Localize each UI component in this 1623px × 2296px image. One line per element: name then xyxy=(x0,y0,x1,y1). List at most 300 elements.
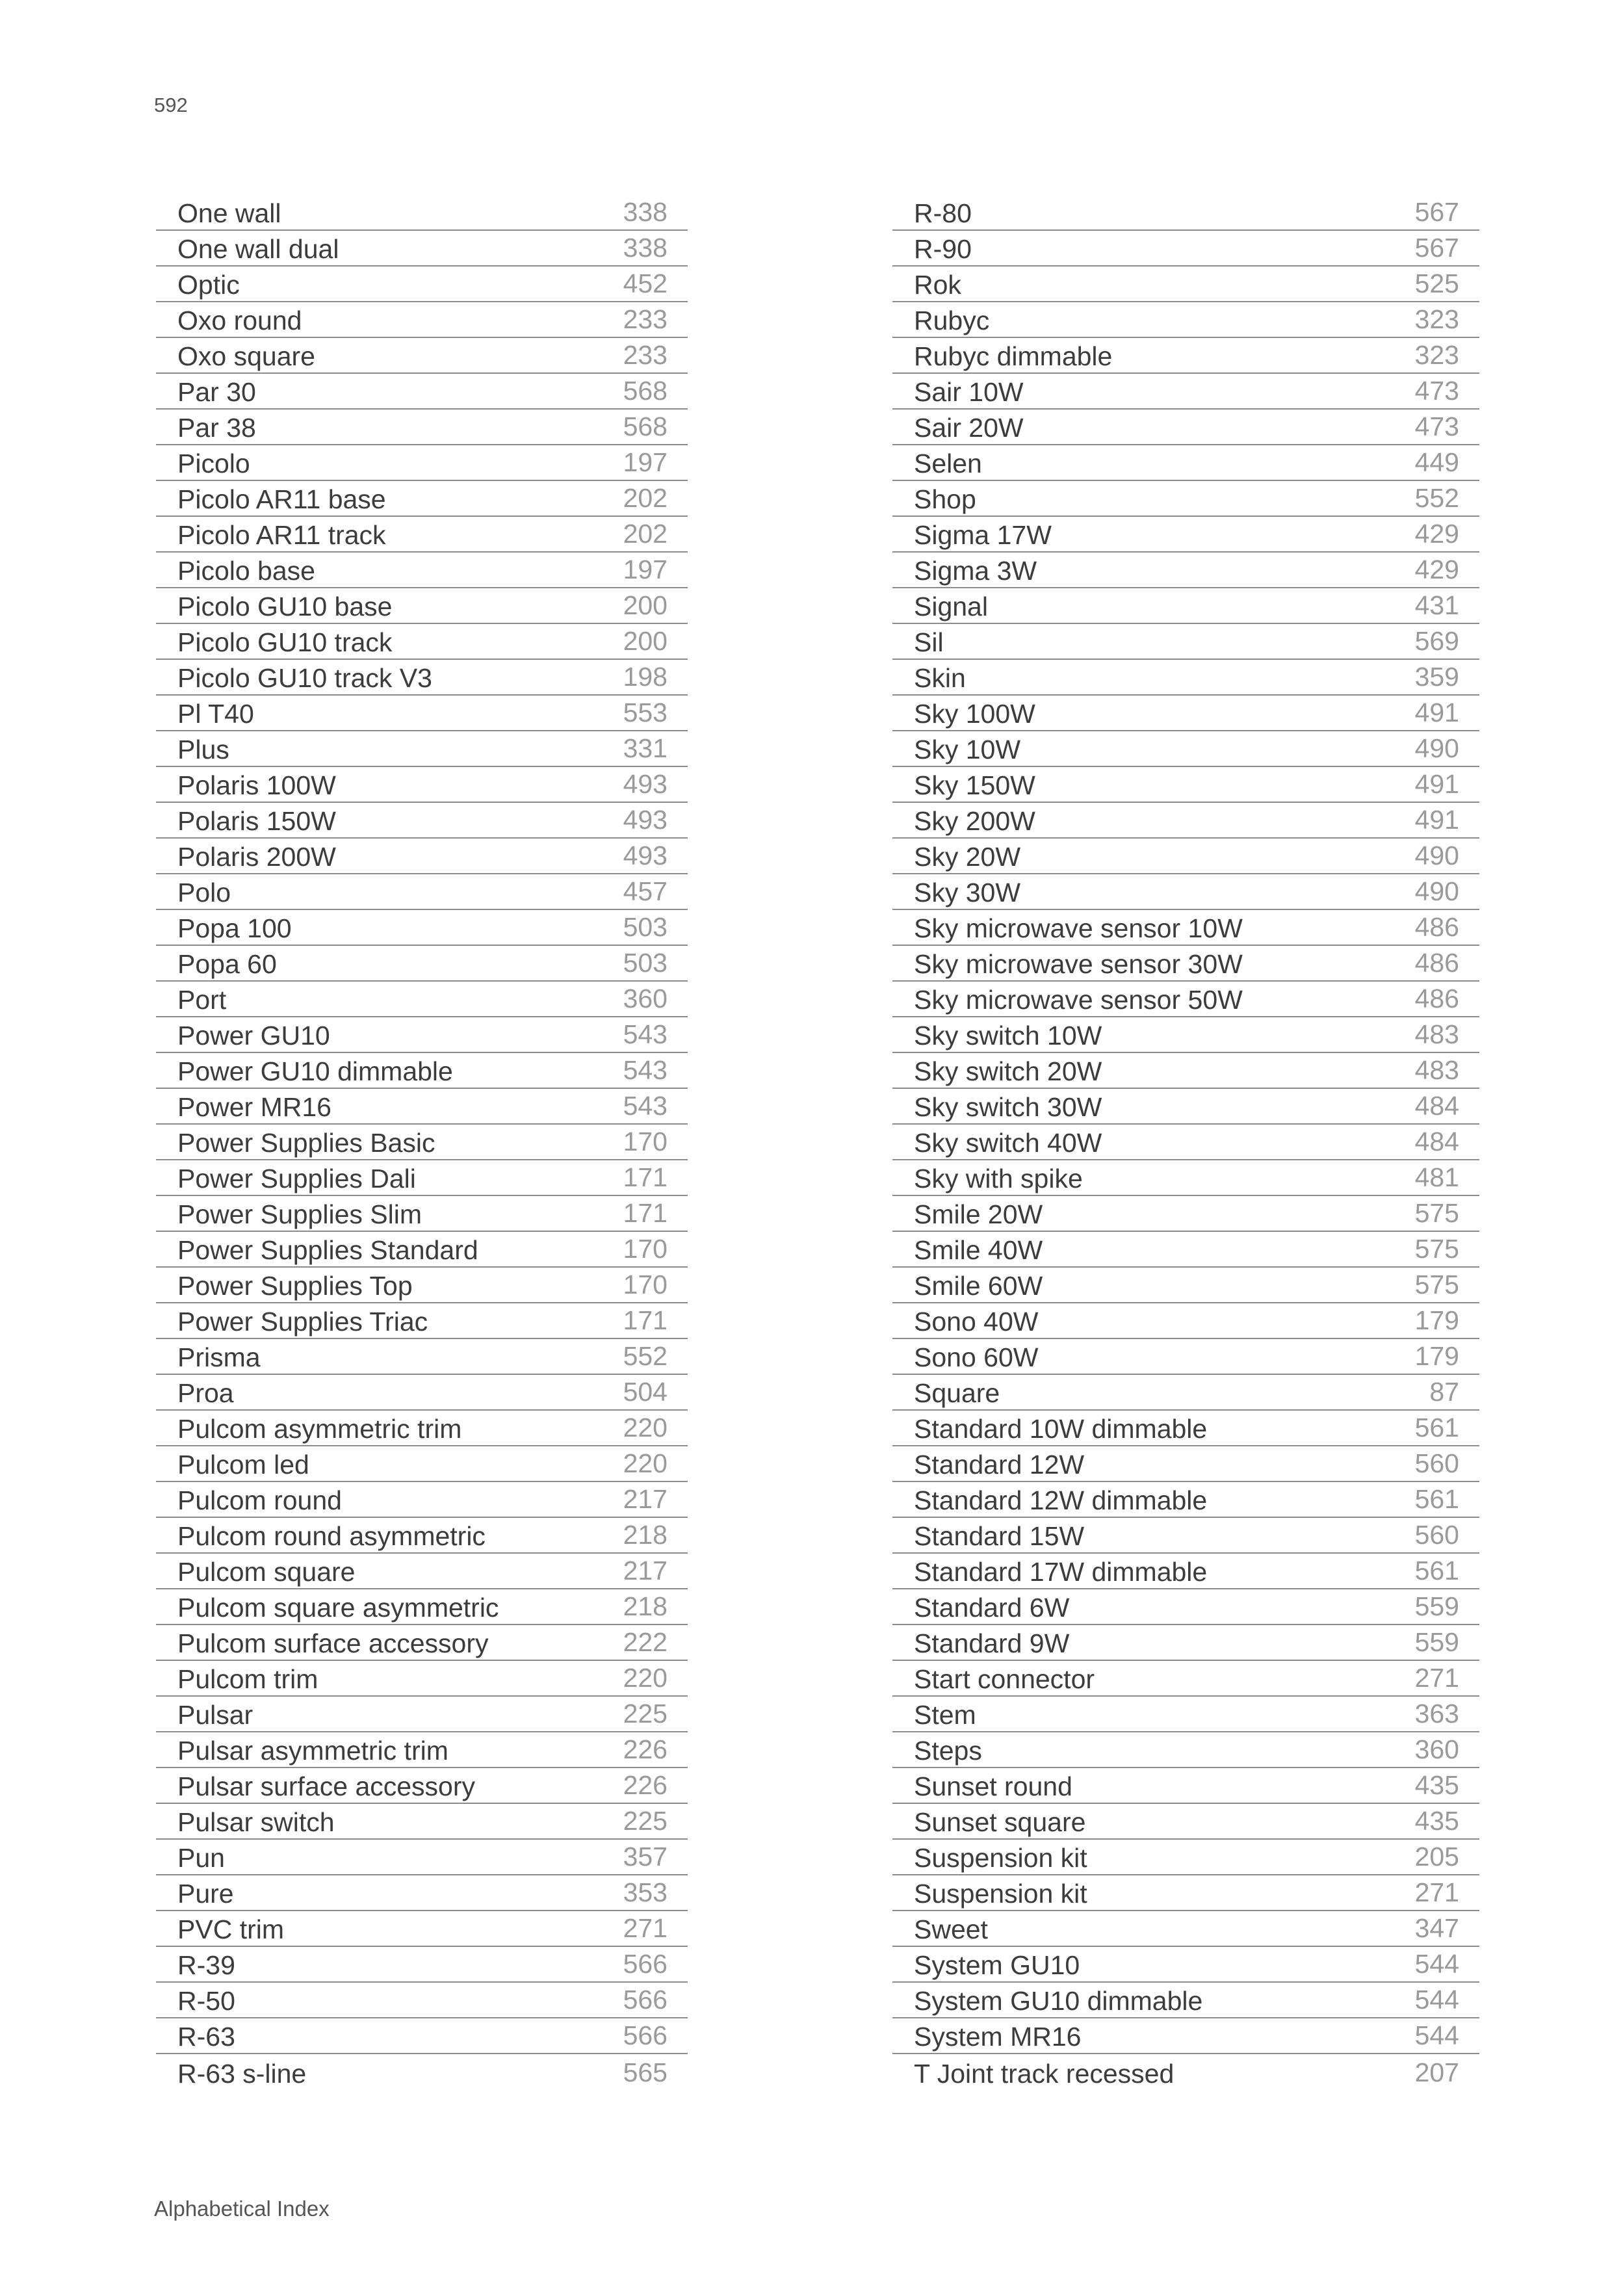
index-entry-page: 575 xyxy=(1414,1234,1459,1264)
index-entry-page: 179 xyxy=(1414,1341,1459,1371)
index-row xyxy=(892,1232,1479,1268)
index-entry-name: Standard 12W dimmable xyxy=(914,1485,1208,1515)
index-row xyxy=(892,767,1479,803)
index-entry-name: Standard 17W dimmable xyxy=(914,1557,1208,1587)
index-entry-name: Oxo round xyxy=(177,306,302,335)
index-row xyxy=(892,839,1479,874)
index-entry-page: 552 xyxy=(1414,483,1459,513)
index-row xyxy=(156,195,688,231)
index-entry-page: 483 xyxy=(1414,1055,1459,1085)
index-entry-name: Rubyc dimmable xyxy=(914,341,1113,371)
index-entry-page: 360 xyxy=(623,984,668,1013)
index-row xyxy=(892,410,1479,445)
index-entry-name: Pulsar xyxy=(177,1700,253,1730)
index-entry-page: 202 xyxy=(623,519,668,549)
index-entry-page: 171 xyxy=(623,1198,668,1228)
index-entry-name: Picolo base xyxy=(177,556,315,586)
index-entry-name: Power Supplies Slim xyxy=(177,1199,422,1229)
index-entry-name: Sweet xyxy=(914,1914,988,1944)
index-row xyxy=(156,2054,688,2090)
index-entry-page: 360 xyxy=(1414,1734,1459,1764)
index-entry-name: Sono 60W xyxy=(914,1342,1039,1372)
index-entry-page: 473 xyxy=(1414,376,1459,406)
index-entry-page: 566 xyxy=(623,1949,668,1979)
index-entry-name: Polaris 200W xyxy=(177,842,336,872)
index-row xyxy=(156,910,688,946)
index-entry-name: Steps xyxy=(914,1736,982,1766)
index-entry-page: 543 xyxy=(623,1055,668,1085)
index-row xyxy=(892,481,1479,517)
index-entry-page: 560 xyxy=(1414,1520,1459,1550)
index-entry-name: R-63 s-line xyxy=(177,2059,307,2089)
index-entry-name: Par 30 xyxy=(177,377,256,407)
index-entry-page: 233 xyxy=(623,304,668,334)
index-entry-name: Sky 10W xyxy=(914,735,1021,764)
index-entry-page: 544 xyxy=(1414,1985,1459,2015)
index-entry-page: 170 xyxy=(623,1127,668,1156)
index-entry-page: 225 xyxy=(623,1699,668,1729)
index-entry-page: 87 xyxy=(1429,1377,1459,1407)
index-entry-page: 202 xyxy=(623,483,668,513)
index-entry-name: Shop xyxy=(914,484,976,514)
index-entry-name: Square xyxy=(914,1378,1000,1408)
index-entry-page: 553 xyxy=(623,698,668,727)
index-entry-name: Popa 60 xyxy=(177,949,277,979)
index-entry-name: Sigma 17W xyxy=(914,520,1052,550)
index-row xyxy=(156,338,688,374)
index-entry-page: 220 xyxy=(623,1413,668,1442)
index-row xyxy=(156,1625,688,1661)
index-entry-name: Power MR16 xyxy=(177,1092,331,1122)
index-row xyxy=(156,231,688,267)
index-entry-name: R-63 xyxy=(177,2022,235,2052)
index-row xyxy=(892,231,1479,267)
index-entry-name: Sky 200W xyxy=(914,806,1035,836)
index-entry-page: 217 xyxy=(623,1484,668,1514)
index-row xyxy=(156,1697,688,1732)
index-row xyxy=(156,1196,688,1232)
index-row xyxy=(892,1947,1479,1983)
index-entry-name: Power Supplies Triac xyxy=(177,1307,428,1337)
index-row xyxy=(892,1554,1479,1589)
index-entry-page: 271 xyxy=(623,1913,668,1943)
index-row xyxy=(892,1697,1479,1732)
index-entry-page: 357 xyxy=(623,1842,668,1872)
index-row xyxy=(156,374,688,410)
index-entry-page: 503 xyxy=(623,912,668,942)
index-row xyxy=(156,1732,688,1768)
index-entry-name: Sunset round xyxy=(914,1771,1072,1801)
index-row xyxy=(892,910,1479,946)
index-row xyxy=(156,1268,688,1303)
index-entry-page: 271 xyxy=(1414,1877,1459,1907)
index-row xyxy=(156,1125,688,1160)
index-row xyxy=(892,1196,1479,1232)
index-row xyxy=(892,946,1479,982)
index-entry-name: Selen xyxy=(914,449,982,478)
index-entry-name: Pulcom round asymmetric xyxy=(177,1521,486,1551)
index-entry-name: Picolo xyxy=(177,449,250,478)
index-row xyxy=(156,1053,688,1089)
index-entry-page: 220 xyxy=(623,1448,668,1478)
index-entry-page: 503 xyxy=(623,948,668,978)
index-row xyxy=(156,1875,688,1911)
index-row xyxy=(156,1232,688,1268)
index-row xyxy=(156,517,688,553)
index-entry-name: Picolo GU10 track xyxy=(177,627,393,657)
index-entry-page: 222 xyxy=(623,1627,668,1657)
index-entry-name: Sky microwave sensor 50W xyxy=(914,985,1243,1015)
index-row xyxy=(892,1089,1479,1125)
index-row xyxy=(156,1983,688,2018)
index-row xyxy=(156,696,688,731)
index-row xyxy=(156,946,688,982)
index-entry-name: Start connector xyxy=(914,1664,1095,1694)
index-entry-name: Port xyxy=(177,985,227,1015)
index-entry-name: Pl T40 xyxy=(177,699,254,729)
index-entry-page: 449 xyxy=(1414,447,1459,477)
index-row xyxy=(156,1768,688,1804)
index-entry-name: Pulsar surface accessory xyxy=(177,1771,476,1801)
index-entry-name: Sky switch 40W xyxy=(914,1128,1102,1158)
index-row xyxy=(156,731,688,767)
index-entry-name: Picolo AR11 base xyxy=(177,484,386,514)
index-column-right xyxy=(892,195,1479,2090)
index-entry-page: 226 xyxy=(623,1770,668,1800)
index-row xyxy=(892,1911,1479,1947)
index-entry-name: R-80 xyxy=(914,198,972,228)
index-entry-name: Pulsar asymmetric trim xyxy=(177,1736,448,1766)
index-entry-name: Sono 40W xyxy=(914,1307,1039,1337)
index-row xyxy=(892,2054,1479,2090)
index-entry-page: 575 xyxy=(1414,1198,1459,1228)
index-entry-page: 560 xyxy=(1414,1448,1459,1478)
index-row xyxy=(156,982,688,1017)
index-entry-name: Pulsar switch xyxy=(177,1807,335,1837)
index-entry-page: 323 xyxy=(1414,340,1459,370)
index-row xyxy=(892,1840,1479,1875)
index-entry-page: 431 xyxy=(1414,590,1459,620)
index-entry-page: 525 xyxy=(1414,268,1459,298)
index-entry-name: Sair 20W xyxy=(914,413,1024,443)
index-entry-page: 565 xyxy=(623,2057,668,2087)
index-row xyxy=(892,1804,1479,1840)
index-entry-page: 544 xyxy=(1414,1949,1459,1979)
index-row xyxy=(892,445,1479,481)
index-entry-page: 226 xyxy=(623,1734,668,1764)
index-row xyxy=(892,1983,1479,2018)
index-entry-name: Oxo square xyxy=(177,341,315,371)
index-row xyxy=(892,660,1479,696)
index-entry-name: R-90 xyxy=(914,234,972,264)
index-row xyxy=(892,517,1479,553)
index-entry-page: 486 xyxy=(1414,912,1459,942)
index-row xyxy=(156,1160,688,1196)
index-entry-page: 575 xyxy=(1414,1270,1459,1299)
index-entry-name: Power Supplies Basic xyxy=(177,1128,435,1158)
index-entry-name: Sky 20W xyxy=(914,842,1021,872)
index-entry-name: Proa xyxy=(177,1378,234,1408)
index-entry-page: 170 xyxy=(623,1270,668,1299)
index-entry-name: Standard 9W xyxy=(914,1628,1070,1658)
index-entry-page: 205 xyxy=(1414,1842,1459,1872)
index-entry-page: 457 xyxy=(623,876,668,906)
index-entry-page: 567 xyxy=(1414,233,1459,263)
index-entry-page: 490 xyxy=(1414,876,1459,906)
index-entry-name: R-50 xyxy=(177,1986,235,2016)
index-row xyxy=(892,1053,1479,1089)
index-entry-name: Pulcom asymmetric trim xyxy=(177,1414,462,1444)
index-entry-page: 217 xyxy=(623,1556,668,1585)
index-row xyxy=(892,1875,1479,1911)
index-row xyxy=(156,660,688,696)
index-entry-name: Signal xyxy=(914,592,988,621)
index-entry-name: Pure xyxy=(177,1879,234,1909)
index-entry-page: 559 xyxy=(1414,1627,1459,1657)
index-entry-page: 569 xyxy=(1414,626,1459,656)
index-entry-page: 200 xyxy=(623,626,668,656)
index-entry-page: 218 xyxy=(623,1520,668,1550)
index-entry-page: 561 xyxy=(1414,1413,1459,1442)
index-row xyxy=(892,803,1479,839)
index-entry-name: Suspension kit xyxy=(914,1843,1087,1873)
index-entry-name: System GU10 dimmable xyxy=(914,1986,1203,2016)
index-row xyxy=(892,195,1479,231)
index-entry-page: 171 xyxy=(623,1162,668,1192)
index-row xyxy=(156,302,688,338)
index-entry-page: 218 xyxy=(623,1591,668,1621)
index-entry-page: 491 xyxy=(1414,698,1459,727)
index-row xyxy=(892,1732,1479,1768)
index-row xyxy=(156,1375,688,1411)
index-entry-page: 338 xyxy=(623,233,668,263)
index-entry-name: Pulcom surface accessory xyxy=(177,1628,489,1658)
index-entry-page: 493 xyxy=(623,841,668,870)
index-entry-name: Prisma xyxy=(177,1342,261,1372)
index-row xyxy=(156,1411,688,1446)
index-entry-name: One wall xyxy=(177,198,281,228)
index-row xyxy=(892,1625,1479,1661)
index-entry-name: Pulcom led xyxy=(177,1450,309,1480)
index-entry-name: Standard 10W dimmable xyxy=(914,1414,1208,1444)
index-entry-page: 179 xyxy=(1414,1305,1459,1335)
index-entry-page: 567 xyxy=(1414,197,1459,227)
index-entry-page: 452 xyxy=(623,268,668,298)
index-row xyxy=(156,839,688,874)
index-row xyxy=(892,1339,1479,1375)
index-row xyxy=(156,410,688,445)
index-entry-name: Sky microwave sensor 10W xyxy=(914,913,1243,943)
index-entry-name: Sky microwave sensor 30W xyxy=(914,949,1243,979)
index-entry-page: 473 xyxy=(1414,411,1459,441)
index-entry-page: 491 xyxy=(1414,805,1459,835)
index-entry-name: Sil xyxy=(914,627,944,657)
index-row xyxy=(156,553,688,588)
index-row xyxy=(156,2018,688,2054)
index-row xyxy=(156,445,688,481)
index-row xyxy=(156,767,688,803)
index-entry-page: 552 xyxy=(623,1341,668,1371)
index-row xyxy=(156,1482,688,1518)
index-entry-page: 566 xyxy=(623,1985,668,2015)
index-row xyxy=(156,1804,688,1840)
footer-section-label: Alphabetical Index xyxy=(154,2197,330,2221)
index-entry-name: T Joint track recessed xyxy=(914,2059,1175,2089)
index-entry-name: R-39 xyxy=(177,1950,235,1980)
index-entry-page: 198 xyxy=(623,662,668,692)
index-entry-page: 429 xyxy=(1414,554,1459,584)
index-row xyxy=(892,302,1479,338)
index-entry-name: Picolo GU10 base xyxy=(177,592,393,621)
index-entry-page: 490 xyxy=(1414,733,1459,763)
index-row xyxy=(892,588,1479,624)
index-row xyxy=(892,1661,1479,1697)
index-entry-name: Power GU10 dimmable xyxy=(177,1056,453,1086)
index-entry-name: Pulcom square asymmetric xyxy=(177,1593,499,1623)
index-row xyxy=(156,1446,688,1482)
index-entry-name: Skin xyxy=(914,663,966,693)
index-entry-page: 197 xyxy=(623,554,668,584)
index-entry-page: 200 xyxy=(623,590,668,620)
index-entry-page: 353 xyxy=(623,1877,668,1907)
index-entry-page: 491 xyxy=(1414,769,1459,799)
index-entry-page: 171 xyxy=(623,1305,668,1335)
index-entry-page: 561 xyxy=(1414,1556,1459,1585)
index-entry-page: 170 xyxy=(623,1234,668,1264)
index-entry-name: Polaris 100W xyxy=(177,770,336,800)
index-entry-page: 543 xyxy=(623,1019,668,1049)
index-entry-page: 323 xyxy=(1414,304,1459,334)
index-row xyxy=(156,1518,688,1554)
index-entry-name: Pulcom square xyxy=(177,1557,356,1587)
index-entry-page: 559 xyxy=(1414,1591,1459,1621)
index-entry-page: 568 xyxy=(623,376,668,406)
index-row xyxy=(156,1947,688,1983)
index-row xyxy=(892,1482,1479,1518)
index-row xyxy=(156,874,688,910)
index-entry-page: 429 xyxy=(1414,519,1459,549)
index-entry-page: 568 xyxy=(623,411,668,441)
index-entry-page: 220 xyxy=(623,1663,668,1693)
index-row xyxy=(892,1125,1479,1160)
index-row xyxy=(156,1089,688,1125)
index-entry-name: Smile 20W xyxy=(914,1199,1043,1229)
index-entry-page: 271 xyxy=(1414,1663,1459,1693)
index-entry-page: 197 xyxy=(623,447,668,477)
index-row xyxy=(156,1339,688,1375)
index-entry-page: 338 xyxy=(623,197,668,227)
index-row xyxy=(892,1268,1479,1303)
index-row xyxy=(892,624,1479,660)
index-entry-page: 207 xyxy=(1414,2057,1459,2087)
index-row xyxy=(892,374,1479,410)
index-column-left xyxy=(156,195,688,2090)
index-entry-page: 493 xyxy=(623,769,668,799)
index-row xyxy=(892,2018,1479,2054)
index-entry-name: Picolo AR11 track xyxy=(177,520,386,550)
index-entry-name: Standard 15W xyxy=(914,1521,1085,1551)
index-entry-page: 543 xyxy=(623,1091,668,1121)
index-entry-name: Sky 150W xyxy=(914,770,1035,800)
index-entry-page: 486 xyxy=(1414,984,1459,1013)
index-entry-page: 483 xyxy=(1414,1019,1459,1049)
index-entry-name: Smile 60W xyxy=(914,1271,1043,1301)
index-entry-page: 484 xyxy=(1414,1091,1459,1121)
index-entry-name: Sigma 3W xyxy=(914,556,1037,586)
index-row xyxy=(156,481,688,517)
index-row xyxy=(892,1017,1479,1053)
index-row xyxy=(156,588,688,624)
index-entry-page: 233 xyxy=(623,340,668,370)
index-row xyxy=(156,1303,688,1339)
index-entry-name: Sky 100W xyxy=(914,699,1035,729)
index-entry-name: Suspension kit xyxy=(914,1879,1087,1909)
index-entry-name: Power GU10 xyxy=(177,1021,330,1050)
index-entry-name: Sky switch 10W xyxy=(914,1021,1102,1050)
index-row xyxy=(156,1554,688,1589)
index-entry-name: Par 38 xyxy=(177,413,256,443)
index-entry-name: Pun xyxy=(177,1843,225,1873)
index-entry-name: Sky switch 20W xyxy=(914,1056,1102,1086)
index-entry-name: Polaris 150W xyxy=(177,806,336,836)
index-entry-name: Pulcom trim xyxy=(177,1664,318,1694)
index-entry-name: Power Supplies Dali xyxy=(177,1164,416,1194)
index-entry-name: One wall dual xyxy=(177,234,339,264)
index-row xyxy=(892,338,1479,374)
index-entry-name: Standard 6W xyxy=(914,1593,1070,1623)
index-row xyxy=(892,1768,1479,1804)
index-entry-page: 566 xyxy=(623,2020,668,2050)
index-entry-page: 493 xyxy=(623,805,668,835)
index-entry-name: Sky switch 30W xyxy=(914,1092,1102,1122)
index-row xyxy=(892,1589,1479,1625)
index-row xyxy=(156,1661,688,1697)
index-entry-name: Smile 40W xyxy=(914,1235,1043,1265)
page-number: 592 xyxy=(154,94,188,116)
index-row xyxy=(892,696,1479,731)
index-row xyxy=(892,1160,1479,1196)
index-entry-name: Rubyc xyxy=(914,306,990,335)
index-entry-page: 561 xyxy=(1414,1484,1459,1514)
index-row xyxy=(156,803,688,839)
index-row xyxy=(892,982,1479,1017)
index-entry-page: 435 xyxy=(1414,1770,1459,1800)
index-entry-name: Picolo GU10 track V3 xyxy=(177,663,432,693)
index-entry-page: 225 xyxy=(623,1806,668,1836)
index-entry-page: 347 xyxy=(1414,1913,1459,1943)
index-entry-name: System MR16 xyxy=(914,2022,1082,2052)
index-entry-page: 363 xyxy=(1414,1699,1459,1729)
index-row xyxy=(156,1840,688,1875)
index-entry-page: 544 xyxy=(1414,2020,1459,2050)
index-row xyxy=(892,267,1479,302)
index-entry-name: Optic xyxy=(177,270,240,300)
index-row xyxy=(892,1518,1479,1554)
index-entry-page: 486 xyxy=(1414,948,1459,978)
index-entry-page: 331 xyxy=(623,733,668,763)
index-entry-page: 484 xyxy=(1414,1127,1459,1156)
index-entry-name: Stem xyxy=(914,1700,976,1730)
index-entry-name: System GU10 xyxy=(914,1950,1080,1980)
index-entry-name: Rok xyxy=(914,270,961,300)
index-entry-page: 359 xyxy=(1414,662,1459,692)
index-entry-page: 435 xyxy=(1414,1806,1459,1836)
index-entry-name: Sky 30W xyxy=(914,878,1021,907)
index-entry-name: Popa 100 xyxy=(177,913,292,943)
index-entry-name: Polo xyxy=(177,878,231,907)
index-entry-name: Sair 10W xyxy=(914,377,1024,407)
index-entry-page: 490 xyxy=(1414,841,1459,870)
